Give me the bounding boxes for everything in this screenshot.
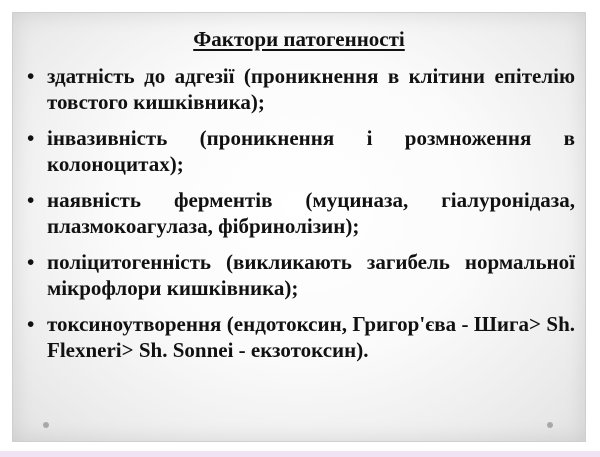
bullet-item-adhesion <box>25 63 575 115</box>
bullet-item-invasiveness <box>25 125 575 177</box>
bottom-strip <box>0 451 600 457</box>
bullet-item-toxin-production <box>25 311 575 363</box>
bullet-text: здатність до адгезії (проникнення в клітини епітелію товстого кишківника); <box>47 64 575 114</box>
slide <box>12 12 586 442</box>
decorative-dot-icon <box>547 422 553 428</box>
bullet-text: поліцитогенність (викликають загибель нормальної мікрофлори кишківника); <box>47 250 575 300</box>
slide-title: Фактори патогенності <box>193 27 405 51</box>
bullet-dot-icon: • <box>27 188 35 212</box>
bullet-dot-icon: • <box>27 250 35 274</box>
bullet-text: наявність ферментів (муциназа, гіалуронідаза, плазмокоагулаза, фібринолізин); <box>47 188 575 238</box>
bullet-text: інвазивність (проникнення і розмноження в колоноцитах); <box>47 126 575 176</box>
bullet-item-polycytogenicity <box>25 249 575 301</box>
bullet-dot-icon: • <box>27 312 35 336</box>
decorative-dot-icon <box>43 422 49 428</box>
bullet-dot-icon: • <box>27 64 35 88</box>
bullet-list <box>25 63 575 373</box>
bullet-item-enzymes <box>25 187 575 239</box>
bullet-text: токсиноутворення (ендотоксин, Григор'єва - Шига> Sh. Flexneri> Sh. Sonnei - екзотоксин). <box>47 312 575 362</box>
bullet-dot-icon: • <box>27 126 35 150</box>
